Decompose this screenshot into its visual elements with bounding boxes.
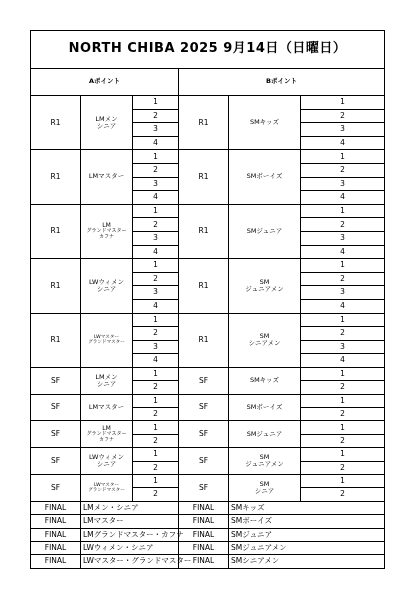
b-category-cell [229,259,301,313]
a-category-cell-line: LWマスター [93,482,120,488]
a-category-cell [81,204,133,258]
a-category-cell [81,313,133,367]
b-final-name: SMジュニア [229,528,385,541]
b-heat-number: 1 [301,204,385,218]
heat-row [31,394,385,407]
a-final-round: FINAL [31,541,81,554]
a-heat-number: 1 [133,475,179,488]
a-round-cell: R1 [31,96,81,150]
b-category-cell [229,150,301,204]
a-round-cell: R1 [31,313,81,367]
a-heat-number: 4 [133,191,179,205]
a-heat-number: 2 [133,408,179,421]
b-round-cell: R1 [179,313,229,367]
a-round-cell: R1 [31,259,81,313]
b-heat-number: 4 [301,299,385,313]
b-heat-number: 2 [301,327,385,341]
a-heat-number: 3 [133,286,179,300]
a-category-cell [81,96,133,150]
b-heat-number: 3 [301,231,385,245]
header-row [31,69,385,96]
heat-row [31,448,385,461]
b-category-cell-line: SM [259,332,270,341]
a-category-cell-line: LMメン [95,372,118,381]
b-heat-number: 2 [301,461,385,474]
a-final-name: LWウィメン・シニア [81,541,179,554]
a-category-cell-line: カフナ [98,436,114,443]
a-round-cell: SF [31,448,81,475]
b-round-cell: R1 [179,204,229,258]
b-category-cell [229,313,301,367]
heat-row [31,259,385,273]
b-category-cell-line: SMジュニア [246,429,283,438]
a-heat-number: 2 [133,163,179,177]
b-round-cell: SF [179,421,229,448]
a-point-header: Aポイント [31,69,179,96]
a-round-cell: SF [31,475,81,502]
a-heat-number: 1 [133,313,179,327]
b-heat-number: 1 [301,367,385,380]
heat-row [31,150,385,164]
a-category-cell-line: LMマスター [88,172,125,181]
b-heat-number: 1 [301,421,385,434]
heat-row [31,96,385,110]
b-category-cell [229,367,301,394]
a-category-cell-line: グランドマスター [88,487,125,493]
b-category-cell-line: SMキッズ [249,376,280,385]
heat-row [31,421,385,434]
b-category-cell-line: シニア [254,486,275,495]
a-heat-number: 2 [133,434,179,447]
b-category-cell-line: SM [259,452,270,461]
a-final-round: FINAL [31,528,81,541]
final-row [31,528,385,541]
b-category-cell-line: SMキッズ [249,118,280,127]
a-heat-number: 3 [133,231,179,245]
b-heat-number: 3 [301,340,385,354]
b-heat-number: 3 [301,286,385,300]
a-heat-number: 1 [133,96,179,110]
a-heat-number: 2 [133,381,179,394]
a-round-cell: SF [31,367,81,394]
b-category-cell-line: ジュニアメン [245,284,284,293]
b-category-cell-line: SM [259,277,270,286]
b-heat-number: 1 [301,313,385,327]
b-round-cell: SF [179,475,229,502]
b-final-round: FINAL [179,528,229,541]
final-row [31,555,385,568]
heat-row [31,367,385,380]
b-heat-number: 2 [301,163,385,177]
a-final-round: FINAL [31,501,81,514]
a-category-cell-line: シニア [96,284,117,293]
b-category-cell-line: ジュニアメン [245,460,284,469]
heat-row [31,475,385,488]
a-heat-number: 3 [133,340,179,354]
b-heat-number: 4 [301,245,385,259]
b-category-cell [229,204,301,258]
b-heat-number: 2 [301,381,385,394]
b-final-name: SMボーイズ [229,515,385,528]
a-round-cell: SF [31,421,81,448]
b-heat-number: 2 [301,434,385,447]
a-category-cell-line: LM [102,424,111,432]
a-heat-number: 1 [133,150,179,164]
b-heat-number: 3 [301,177,385,191]
a-heat-number: 2 [133,488,179,501]
a-final-round: FINAL [31,555,81,568]
b-final-round: FINAL [179,555,229,568]
b-heat-number: 1 [301,150,385,164]
a-final-name: LMメン・シニア [81,501,179,514]
a-heat-number: 4 [133,354,179,368]
b-final-name: SMキッズ [229,501,385,514]
b-final-round: FINAL [179,501,229,514]
a-heat-number: 1 [133,394,179,407]
a-category-cell [81,259,133,313]
a-category-cell-line: LWウィメン [88,452,125,461]
a-heat-number: 4 [133,136,179,150]
b-final-round: FINAL [179,541,229,554]
a-heat-number: 3 [133,177,179,191]
b-final-name: SMシニアメン [229,555,385,568]
b-heat-number: 2 [301,272,385,286]
b-category-cell-line: SMジュニア [246,226,283,235]
b-round-cell: SF [179,448,229,475]
a-final-name: LMグランドマスター・カフナ [81,528,179,541]
a-final-round: FINAL [31,515,81,528]
b-heat-number: 2 [301,218,385,232]
final-row [31,515,385,528]
a-category-cell [81,394,133,421]
schedule-table [30,30,385,569]
a-heat-number: 2 [133,272,179,286]
b-heat-number: 1 [301,96,385,110]
a-category-cell-line: LMマスター [88,402,125,411]
a-category-cell-line: LMメン [95,114,118,123]
a-category-cell-line: シニア [96,460,117,469]
b-category-cell [229,448,301,475]
b-category-cell [229,394,301,421]
a-heat-number: 1 [133,204,179,218]
a-category-cell-line: LWマスター [93,335,120,341]
a-round-cell: SF [31,394,81,421]
b-heat-number: 2 [301,488,385,501]
b-heat-number: 4 [301,191,385,205]
a-heat-number: 2 [133,327,179,341]
b-heat-number: 1 [301,475,385,488]
heat-row [31,204,385,218]
b-round-cell: SF [179,367,229,394]
a-category-cell-line: カフナ [98,233,114,240]
a-category-cell-line: LM [102,221,111,229]
a-heat-number: 1 [133,448,179,461]
b-category-cell [229,475,301,502]
b-round-cell: R1 [179,259,229,313]
a-category-cell [81,367,133,394]
a-heat-number: 1 [133,421,179,434]
heat-row [31,313,385,327]
a-category-cell-line: シニア [96,379,117,388]
a-category-cell-line: LWウィメン [88,277,125,286]
final-row [31,501,385,514]
page-title: NORTH CHIBA 2025 9月14日（日曜日） [31,31,385,69]
b-heat-number: 2 [301,109,385,123]
b-category-cell-line: シニアメン [248,339,281,348]
a-category-cell-line: グランドマスター [88,340,125,346]
a-heat-number: 2 [133,461,179,474]
title-row [31,31,385,69]
b-heat-number: 1 [301,259,385,273]
b-category-cell-line: SMボーイズ [246,402,283,411]
b-category-cell-line: SM [259,479,270,488]
a-category-cell-line: グランドマスター [86,431,127,438]
b-round-cell: R1 [179,96,229,150]
a-heat-number: 1 [133,367,179,380]
a-heat-number: 4 [133,299,179,313]
b-heat-number: 1 [301,394,385,407]
a-round-cell: R1 [31,204,81,258]
b-heat-number: 3 [301,123,385,137]
b-heat-number: 2 [301,408,385,421]
b-point-header: Bポイント [179,69,385,96]
a-category-cell [81,448,133,475]
b-round-cell: SF [179,394,229,421]
a-final-name: LMマスター [81,515,179,528]
a-category-cell-line: グランドマスター [86,228,127,235]
a-category-cell [81,421,133,448]
a-heat-number: 4 [133,245,179,259]
b-heat-number: 4 [301,354,385,368]
a-heat-number: 2 [133,218,179,232]
a-category-cell [81,475,133,502]
b-round-cell: R1 [179,150,229,204]
b-heat-number: 4 [301,136,385,150]
b-heat-number: 1 [301,448,385,461]
a-heat-number: 2 [133,109,179,123]
b-final-round: FINAL [179,515,229,528]
a-heat-number: 3 [133,123,179,137]
a-round-cell: R1 [31,150,81,204]
b-category-cell [229,421,301,448]
b-category-cell [229,96,301,150]
final-row [31,541,385,554]
a-category-cell [81,150,133,204]
heat-schedule-sheet [30,30,384,566]
a-heat-number: 1 [133,259,179,273]
b-category-cell-line: SMボーイズ [246,172,283,181]
a-final-name: LWマスター・グランドマスター [81,555,179,568]
a-category-cell-line: シニア [96,121,117,130]
b-final-name: SMジュニアメン [229,541,385,554]
